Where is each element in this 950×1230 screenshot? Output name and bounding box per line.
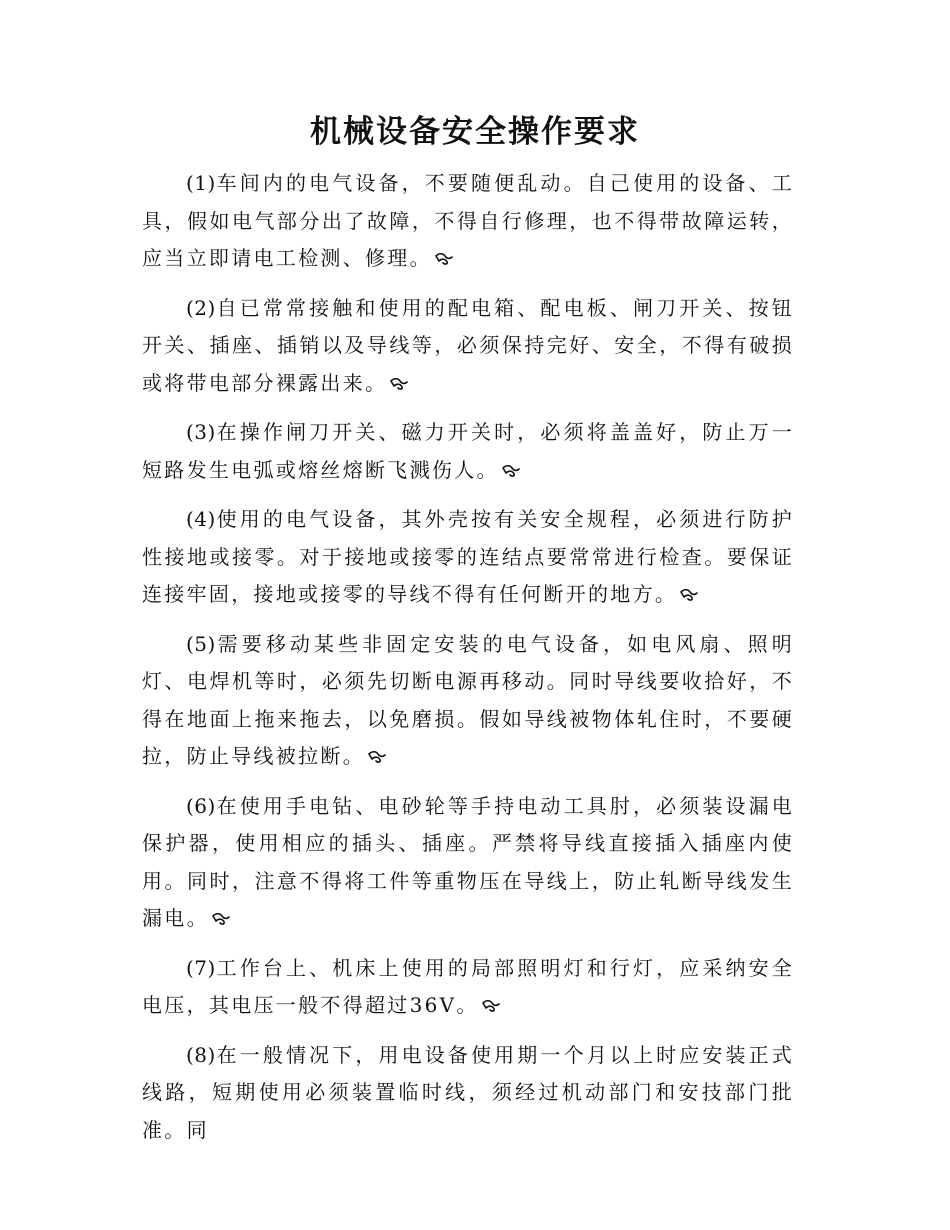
paragraph-text: 在操作闸刀开关、磁力开关时，必须将盖盖好，防止万一短路发生电弧或熔丝熔断飞溅伤人。 xyxy=(142,420,794,482)
paragraph-6 xyxy=(142,788,794,938)
document-title: 机械设备安全操作要求 xyxy=(310,114,640,150)
paragraph-return-mark-icon xyxy=(434,252,454,266)
paragraph-number: (4) xyxy=(186,507,216,531)
paragraph-return-mark-icon xyxy=(389,377,409,391)
paragraph-return-mark-icon xyxy=(211,912,231,926)
paragraph-5 xyxy=(142,626,794,776)
paragraph-return-mark-icon xyxy=(367,750,387,764)
paragraph-number: (2) xyxy=(186,295,216,320)
paragraph-4 xyxy=(142,501,794,614)
paragraph-text: 自已常常接触和使用的配电箱、配电板、闸刀开关、按钮开关、插座、插销以及导线等，必须保持完好、安全，不得有破损或将带电部分裸露出来。 xyxy=(142,295,794,395)
paragraph-number: (3) xyxy=(186,420,216,444)
paragraph-text: 使用的电气设备，其外壳按有关安全规程，必须进行防护性接地或接零。对于接地或接零的连结点要常常进行检查。要保证连接牢固，接地或接零的导线不得有任何断开的地方。 xyxy=(142,507,794,606)
paragraph-text: 工作台上、机床上使用的局部照明灯和行灯，应采纳安全电压，其电压一般不得超过36V。 xyxy=(142,955,794,1017)
document-body xyxy=(142,165,794,1161)
paragraph-return-mark-icon xyxy=(481,999,501,1013)
paragraph-7 xyxy=(142,950,794,1025)
paragraph-number: (6) xyxy=(186,793,216,818)
paragraph-text: 车间内的电气设备，不要随便乱动。自己使用的设备、工具，假如电气部分出了故障，不得自行修理，也不得带故障运转，应当立即请电工检测、修理。 xyxy=(142,171,794,270)
paragraph-1 xyxy=(142,165,794,278)
paragraph-text: 在使用手电钻、电砂轮等手持电动工具肘，必须装设漏电保护器，使用相应的插头、插座。严禁将导线直接插入插座内使用。同时，注意不得将工件等重物压在导线上，防止轧断导线发生漏电。 xyxy=(142,793,794,930)
paragraph-8 xyxy=(142,1037,794,1150)
paragraph-number: (5) xyxy=(186,631,216,656)
paragraph-return-mark-icon xyxy=(501,464,521,478)
paragraph-return-mark-icon xyxy=(679,588,699,602)
paragraph-number: (7) xyxy=(186,955,216,980)
paragraph-number: (1) xyxy=(186,171,216,195)
paragraph-number: (8) xyxy=(186,1042,216,1067)
paragraph-3 xyxy=(142,414,794,489)
paragraph-text: 需要移动某些非固定安装的电气设备，如电风扇、照明灯、电焊机等时，必须先切断电源再移动。同时导线要收拾好，不得在地面上拖来拖去，以免磨损。假如导线被物体轧住时，不要硬拉，防止导线被拉断。 xyxy=(142,631,794,768)
paragraph-text: 在一般情况下，用电设备使用期一个月以上时应安装正式线路，短期使用必须装置临时线，须经过机动部门和安技部门批准。同 xyxy=(142,1042,794,1142)
paragraph-2 xyxy=(142,290,794,403)
